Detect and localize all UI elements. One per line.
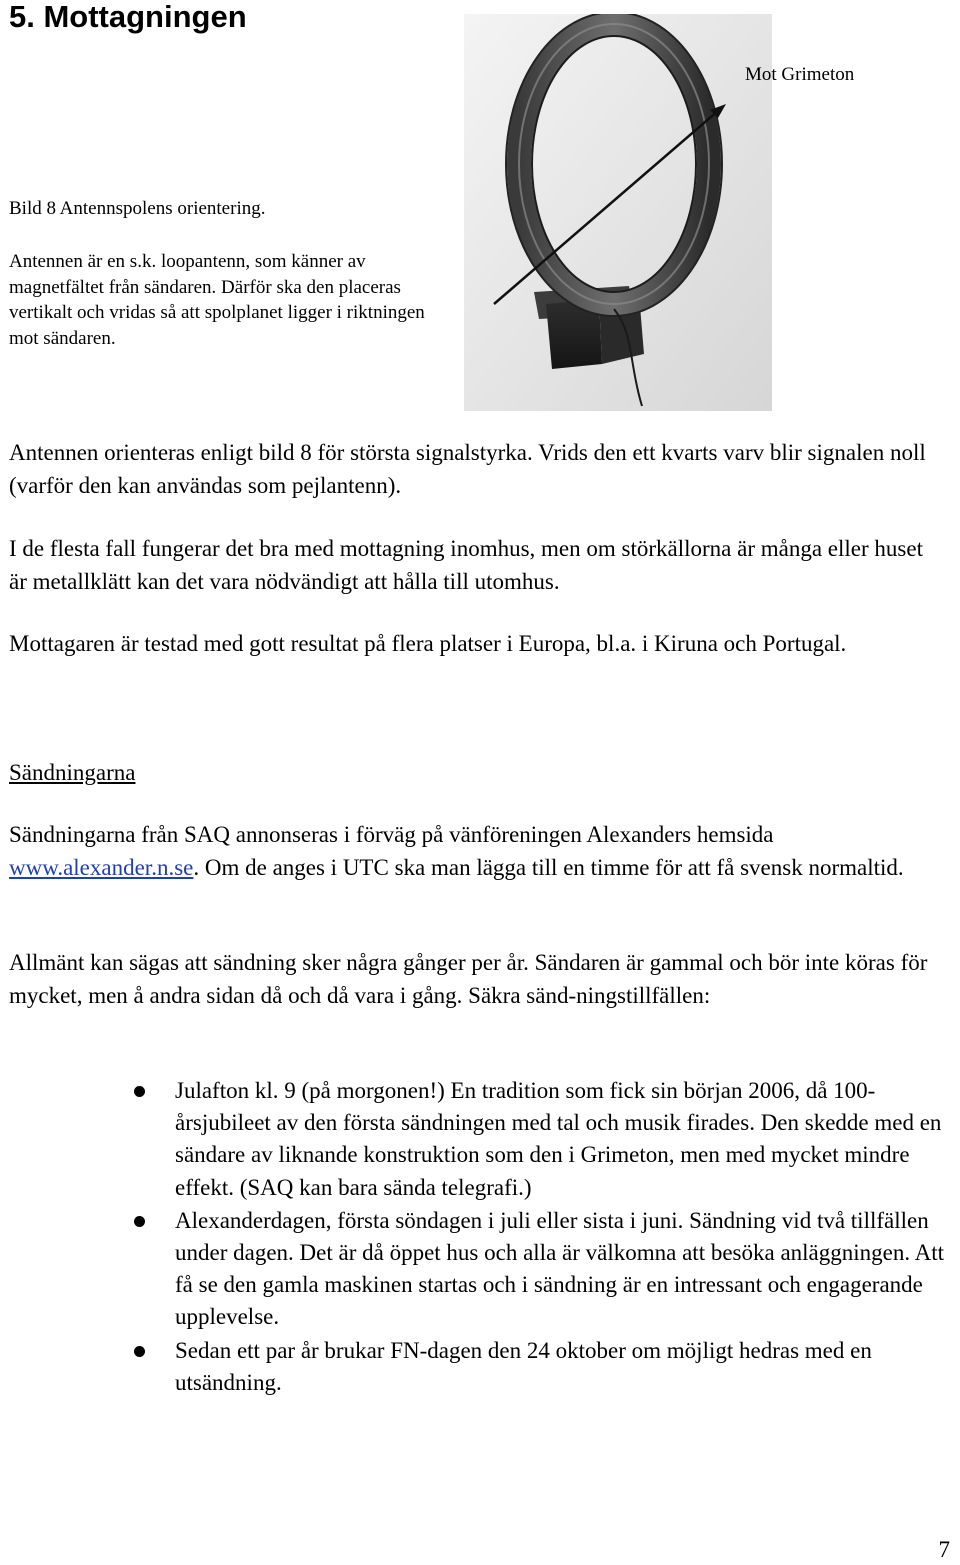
direction-label: Mot Grimeton: [745, 64, 855, 85]
transmission-paragraph: Allmänt kan sägas att sändning sker några gånger per år. Sändaren är gammal och bör inte köras för mycket, men å andra sidan då och då vara i gång. Säkra sänd-ningstillfällen:: [9, 950, 928, 1008]
page-heading: 5. Mottagningen: [9, 0, 247, 34]
list-item-text: Sedan ett par år brukar FN-dagen den 24 oktober om möjligt hedras med en utsändning.: [175, 1337, 872, 1395]
bullet-icon: [134, 1086, 145, 1097]
list-item-text: Julafton kl. 9 (på morgonen!) En tradition som fick sin början 2006, då 100-årsjubileet av den första sändningen med tal och musik firades. Den skedde med en sändare av liknande konstruktion som den i Grimeton, men med mycket mindre effekt. (SAQ kan bara sända telegrafi.): [175, 1078, 942, 1200]
list-item: [0, 1075, 945, 1204]
list-item-text: Alexanderdagen, första söndagen i juli eller sista i juni. Sändning vid två tillfällen under dagen. Det är då öppet hus och alla är välkomna att besöka anläggningen. Att få se den gamla maskinen startas och i sändning är en intressant och engagerande upplevelse.: [175, 1207, 944, 1330]
orientation-paragraph: Antennen orienteras enligt bild 8 för största signalstyrka. Vrids den ett kvarts varv blir signalen noll (varför den kan användas som pejlantenn).: [9, 440, 926, 498]
antenna-photo: [464, 14, 772, 411]
section-title: Sändningarna: [9, 760, 136, 785]
list-item: [0, 1205, 945, 1334]
announcement-paragraph: [9, 819, 944, 884]
test-paragraph: Mottagaren är testad med gott resultat på flera platser i Europa, bl.a. i Kiruna och Portugal.: [9, 631, 847, 656]
bullet-icon: [134, 1216, 145, 1227]
announcement-text-end: . Om de anges i UTC ska man lägga till en timme för att få svensk normaltid.: [193, 854, 904, 880]
figure-caption: Bild 8 Antennspolens orientering.: [9, 198, 266, 219]
page-number: 7: [938, 1537, 950, 1562]
announcement-text-start: Sändningarna från SAQ annonseras i förväg på vänföreningen Alexanders hemsida: [9, 822, 774, 847]
list-item: [0, 1335, 945, 1399]
bullet-icon: [134, 1346, 145, 1357]
alexander-website-link[interactable]: www.alexander.n.se: [9, 854, 194, 880]
indoor-paragraph: I de flesta fall fungerar det bra med mottagning inomhus, men om störkällorna är många eller huset är metallklätt kan det vara nödvändigt att hålla till utomhus.: [9, 536, 923, 594]
antenna-description: Antennen är en s.k. loopantenn, som känner av magnetfältet från sändaren. Därför ska den placeras vertikalt och vridas så att spolplanet ligger i riktningen mot sändaren.: [9, 251, 425, 349]
transmission-dates-list: [0, 1075, 945, 1400]
